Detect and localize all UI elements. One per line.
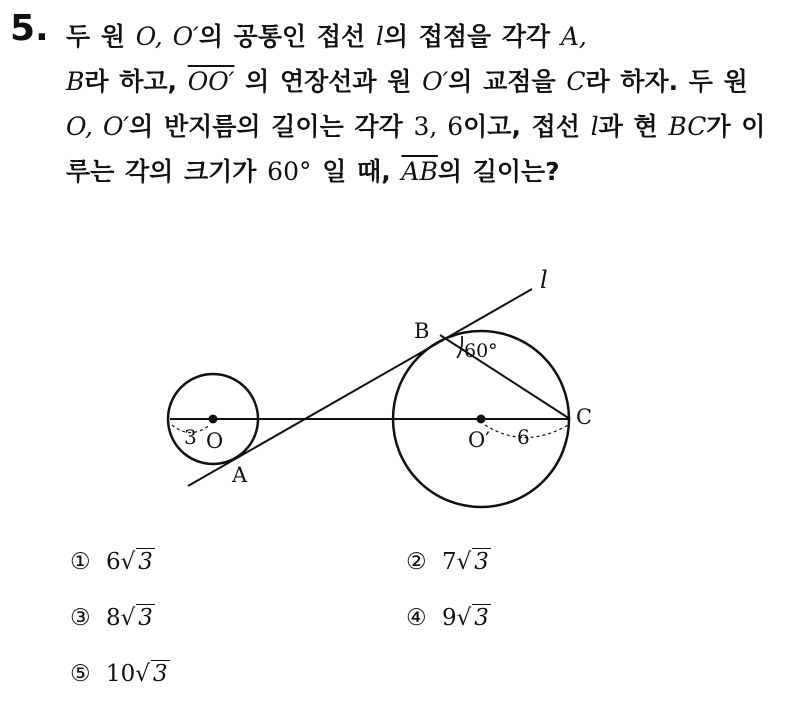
choice-coefficient: 9 xyxy=(442,604,457,631)
math-circle-O-prime: O′ xyxy=(172,22,199,51)
text-segment: 이고, 접선 xyxy=(463,112,591,141)
choice-marker: ① xyxy=(70,548,91,575)
math-comma: , xyxy=(578,22,587,51)
math-point-C: C xyxy=(566,67,586,96)
text-segment: 의 길이는? xyxy=(437,157,560,186)
text-segment: 의 공통인 접선 xyxy=(198,22,376,51)
text-segment: 의 연장선과 원 xyxy=(234,67,423,96)
choice-marker: ③ xyxy=(70,604,91,631)
chord-BC xyxy=(440,335,570,419)
choice-5[interactable] xyxy=(70,660,170,687)
math-comma: , xyxy=(154,22,173,51)
choice-marker: ② xyxy=(406,548,427,575)
math-number-6: 6 xyxy=(447,112,464,141)
choice-coefficient: 8 xyxy=(106,604,121,631)
math-circle-O: O xyxy=(66,112,86,141)
label-A: A xyxy=(232,463,248,487)
math-angle-60: 60° xyxy=(267,157,312,186)
choice-3[interactable] xyxy=(70,604,155,631)
math-line-l: l xyxy=(590,112,599,141)
label-l: l xyxy=(540,266,548,294)
choice-marker: ⑤ xyxy=(70,660,91,687)
sqrt-icon: √ xyxy=(456,548,472,575)
math-line-l: l xyxy=(375,22,384,51)
sqrt-icon: √ xyxy=(135,660,150,687)
text-segment: 과 현 xyxy=(598,112,669,141)
sqrt-icon: √ xyxy=(120,548,136,575)
choice-coefficient: 10 xyxy=(106,660,136,687)
sqrt-radicand: 3 xyxy=(474,549,489,575)
math-circle-O-prime: O′ xyxy=(422,67,449,96)
sqrt-radicand: 3 xyxy=(474,605,489,631)
label-O: O xyxy=(206,429,224,453)
math-comma: , xyxy=(85,112,103,141)
center-point-O xyxy=(209,415,218,424)
math-number-3: 3 xyxy=(413,112,430,141)
choice-coefficient: 7 xyxy=(442,548,457,575)
math-circle-O: O xyxy=(135,22,155,51)
choice-2[interactable] xyxy=(406,548,491,575)
question-number: 5. xyxy=(10,8,49,49)
center-point-O-prime xyxy=(477,415,486,424)
math-segment-AB: $\overline{AB}$ xyxy=(401,157,438,186)
label-radius-3: 3 xyxy=(184,425,197,449)
math-comma: , xyxy=(429,112,448,141)
geometry-figure xyxy=(150,262,630,522)
choice-coefficient: 6 xyxy=(106,548,121,575)
choice-marker: ④ xyxy=(406,604,427,631)
text-segment: 두 원 xyxy=(66,22,136,51)
sqrt-icon: √ xyxy=(456,604,472,631)
label-angle-60: 60° xyxy=(464,340,498,362)
math-chord-BC: BC xyxy=(668,112,707,141)
label-B: B xyxy=(414,319,430,343)
text-segment: 라 하고, xyxy=(84,67,188,96)
text-segment: 가 이루는 각의 크기가 xyxy=(66,112,766,186)
math-point-A: A xyxy=(560,22,579,51)
sqrt-radicand: 3 xyxy=(138,605,153,631)
text-segment: 의 반지름의 길이는 각각 xyxy=(129,112,414,141)
choice-4[interactable] xyxy=(406,604,491,631)
text-segment: 의 접점을 각각 xyxy=(383,22,561,51)
math-segment-OO-prime: OO′ xyxy=(187,67,235,96)
label-O-prime: O′ xyxy=(468,428,490,452)
math-circle-O-prime: O′ xyxy=(102,112,130,141)
label-radius-6: 6 xyxy=(517,425,530,449)
text-segment: 일 때, xyxy=(311,157,402,186)
sqrt-radicand: 3 xyxy=(138,549,153,575)
choice-1[interactable] xyxy=(70,548,155,575)
text-segment: 라 하자. 두 원 xyxy=(585,67,748,96)
math-point-B: B xyxy=(66,67,85,96)
label-C: C xyxy=(576,405,593,429)
sqrt-icon: √ xyxy=(120,604,136,631)
question-text xyxy=(66,14,782,194)
text-segment: 의 교점을 xyxy=(448,67,567,96)
sqrt-radicand: 3 xyxy=(152,661,168,687)
